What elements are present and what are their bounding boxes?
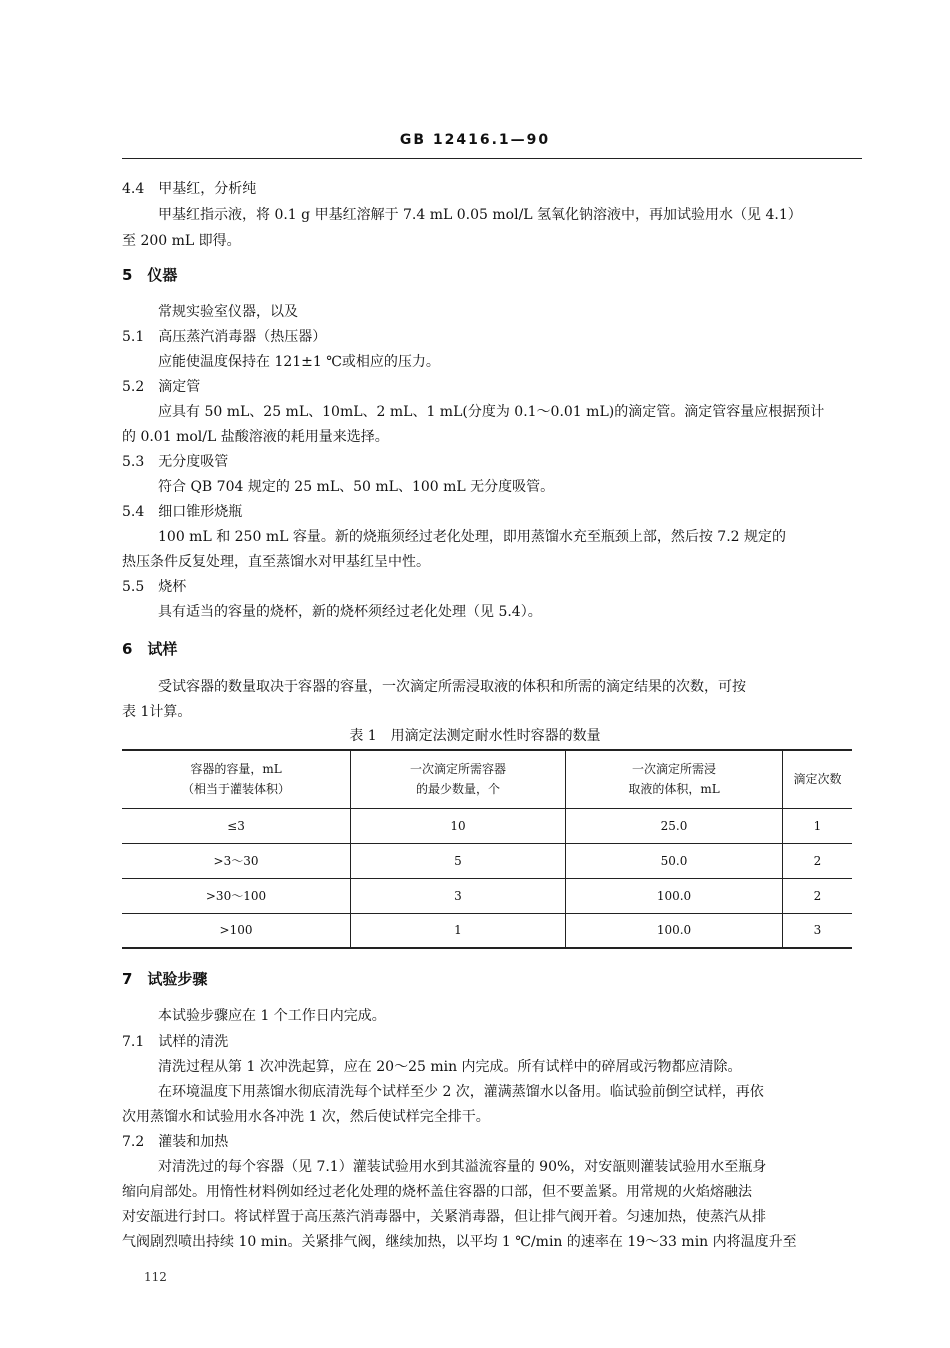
page-number: 112 bbox=[144, 1270, 167, 1284]
table-row bbox=[122, 843, 852, 878]
clause-7-1-title: 7.1 试样的清洗 bbox=[122, 1034, 229, 1050]
cell-capacity: >30～100 bbox=[122, 878, 351, 913]
cell-titration-count: 2 bbox=[783, 878, 853, 913]
cell-min-containers: 10 bbox=[351, 808, 566, 843]
clause-5-2-title: 5.2 滴定管 bbox=[122, 379, 201, 395]
clause-7-2-text-2: 缩向肩部处。用惰性材料例如经过老化处理的烧杯盖住容器的口部，但不要盖紧。用常规的火焰熔融法 bbox=[122, 1184, 752, 1200]
cell-extract-volume: 50.0 bbox=[566, 843, 783, 878]
clause-7-1-text-3: 次用蒸馏水和试验用水各冲洗 1 次，然后使试样完全排干。 bbox=[122, 1109, 490, 1125]
clause-7-2-text-1: 对清洗过的每个容器（见 7.1）灌装试验用水到其溢流容量的 90%，对安瓿则灌装试验用水至瓶身 bbox=[158, 1159, 767, 1175]
clause-5-1-text: 应能使温度保持在 121±1 ℃或相应的压力。 bbox=[158, 354, 440, 370]
cell-extract-volume: 100.0 bbox=[566, 878, 783, 913]
clause-7-1-text-2: 在环境温度下用蒸馏水彻底清洗每个试样至少 2 次，灌满蒸馏水以备用。临试验前倒空试样，再依 bbox=[158, 1084, 764, 1100]
clause-7-2-title: 7.2 灌装和加热 bbox=[122, 1134, 229, 1150]
table-header-row bbox=[122, 750, 852, 808]
cell-min-containers: 3 bbox=[351, 878, 566, 913]
header-titration-count bbox=[783, 750, 853, 808]
clause-7-2-text-3: 对安瓿进行封口。将试样置于高压蒸汽消毒器中，关紧消毒器，但让排气阀开着。匀速加热，使蒸汽从排 bbox=[122, 1209, 766, 1225]
header-min-containers bbox=[351, 750, 566, 808]
cell-capacity: >100 bbox=[122, 913, 351, 948]
table-row bbox=[122, 913, 852, 948]
clause-5-4-title: 5.4 细口锥形烧瓶 bbox=[122, 504, 243, 520]
table-row bbox=[122, 878, 852, 913]
cell-titration-count: 3 bbox=[783, 913, 853, 948]
header-capacity-line-1: 容器的容量，mL bbox=[190, 762, 282, 777]
clause-5-2-text-2: 的 0.01 mol/L 盐酸溶液的耗用量来选择。 bbox=[122, 429, 389, 445]
header-extract-volume bbox=[566, 750, 783, 808]
header-titration-count-line-1: 滴定次数 bbox=[793, 772, 842, 787]
header-rule bbox=[122, 158, 862, 159]
cell-min-containers: 1 bbox=[351, 913, 566, 948]
cell-titration-count: 1 bbox=[783, 808, 853, 843]
section-5-heading: 5 仪器 bbox=[122, 266, 178, 284]
table-caption: 表 1 用滴定法测定耐水性时容器的数量 bbox=[349, 728, 601, 744]
header-min-containers-line-2: 的最少数量，个 bbox=[415, 782, 500, 797]
cell-extract-volume: 25.0 bbox=[566, 808, 783, 843]
section-6-heading: 6 试样 bbox=[122, 640, 178, 658]
container-quantity-table bbox=[122, 749, 852, 949]
clause-4-4-text-2: 至 200 mL 即得。 bbox=[122, 233, 241, 249]
header-capacity-line-2: （相当于灌装体积） bbox=[181, 782, 290, 797]
cell-min-containers: 5 bbox=[351, 843, 566, 878]
cell-capacity: ≤3 bbox=[122, 808, 351, 843]
table-row bbox=[122, 808, 852, 843]
clause-4-4-text-1: 甲基红指示液，将 0.1 g 甲基红溶解于 7.4 mL 0.05 mol/L 氢氧化钠溶液中，再加试验用水（见 4.1） bbox=[158, 207, 802, 223]
section-5-intro: 常规实验室仪器，以及 bbox=[158, 304, 298, 320]
section-6-text-2: 表 1计算。 bbox=[122, 704, 192, 720]
section-7-heading: 7 试验步骤 bbox=[122, 970, 208, 988]
cell-extract-volume: 100.0 bbox=[566, 913, 783, 948]
section-6-text-1: 受试容器的数量取决于容器的容量，一次滴定所需浸取液的体积和所需的滴定结果的次数，可按 bbox=[158, 679, 746, 695]
clause-5-5-text: 具有适当的容量的烧杯，新的烧杯须经过老化处理（见 5.4）。 bbox=[158, 604, 542, 620]
cell-titration-count: 2 bbox=[783, 843, 853, 878]
clause-5-3-title: 5.3 无分度吸管 bbox=[122, 454, 229, 470]
header-min-containers-line-1: 一次滴定所需容器 bbox=[409, 762, 506, 777]
clause-5-4-text-2: 热压条件反复处理，直至蒸馏水对甲基红呈中性。 bbox=[122, 554, 430, 570]
standard-number-header: GB 12416.1—90 bbox=[399, 132, 551, 148]
clause-5-2-text-1: 应具有 50 mL、25 mL、10mL、2 mL、1 mL(分度为 0.1～0.01 mL)的滴定管。滴定管容量应根据预计 bbox=[158, 404, 825, 420]
clause-5-1-title: 5.1 高压蒸汽消毒器（热压器） bbox=[122, 329, 327, 345]
clause-7-2-text-4: 气阀剧烈喷出持续 10 min。关紧排气阀，继续加热，以平均 1 ℃/min 的速率在 19～33 min 内将温度升至 bbox=[122, 1234, 797, 1250]
clause-7-1-text-1: 清洗过程从第 1 次冲洗起算，应在 20～25 min 内完成。所有试样中的碎屑或污物都应清除。 bbox=[158, 1059, 742, 1075]
clause-5-4-text-1: 100 mL 和 250 mL 容量。新的烧瓶须经过老化处理，即用蒸馏水充至瓶颈上部，然后按 7.2 规定的 bbox=[158, 529, 787, 545]
section-7-intro: 本试验步骤应在 1 个工作日内完成。 bbox=[158, 1008, 386, 1024]
header-capacity bbox=[122, 750, 351, 808]
cell-capacity: >3～30 bbox=[122, 843, 351, 878]
clause-4-4-title: 4.4 甲基红，分析纯 bbox=[122, 181, 257, 197]
header-extract-volume-line-1: 一次滴定所需浸 bbox=[631, 762, 716, 777]
clause-5-3-text: 符合 QB 704 规定的 25 mL、50 mL、100 mL 无分度吸管。 bbox=[158, 479, 555, 495]
header-extract-volume-line-2: 取液的体积，mL bbox=[628, 782, 720, 797]
clause-5-5-title: 5.5 烧杯 bbox=[122, 579, 187, 595]
